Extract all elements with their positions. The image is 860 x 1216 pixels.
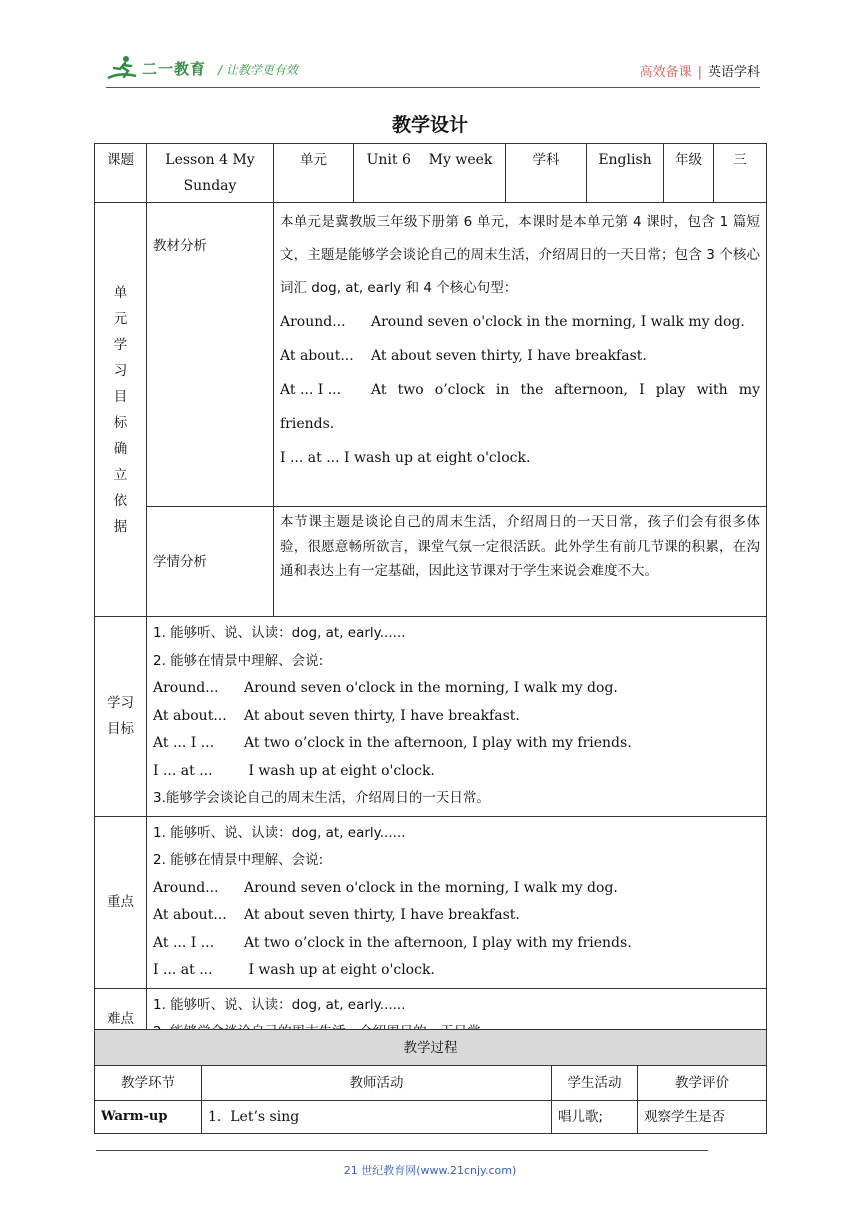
sentence-key: Around...: [153, 680, 219, 696]
difficulty-label: 难点: [95, 988, 147, 1050]
objective-sentence: [153, 758, 760, 786]
process-header-row: [95, 1066, 767, 1101]
process-teacher-activity: 1. Let’s sing: [202, 1101, 552, 1134]
pattern-row: [280, 373, 760, 407]
basis-label-char: 目: [113, 388, 128, 405]
header-divider: [106, 87, 760, 88]
key-point-sentence: [153, 875, 760, 903]
unit-value: Unit 6 My week: [354, 144, 506, 203]
unit-label: 单元: [274, 144, 354, 203]
running-person-logo-icon: [106, 54, 146, 82]
key-point-sentence: [153, 902, 760, 930]
topic-label: 课题: [95, 144, 147, 203]
objectives-label: [95, 617, 147, 817]
topic-value: Lesson 4 My Sunday: [147, 144, 274, 203]
sentence-value: At about seven thirty, I have breakfast.: [244, 707, 520, 724]
process-header-teacher: 教师活动: [202, 1066, 552, 1101]
subject-text: 英语学科: [707, 65, 760, 80]
sentence-value: I wash up at eight o'clock.: [244, 762, 435, 779]
sentence-value: At about seven thirty, I have breakfast.: [244, 907, 520, 923]
objective-sentence: [153, 703, 760, 731]
sentence-value: At two o’clock in the afternoon, I play with my friends.: [244, 735, 632, 751]
brand-text: 高效备课: [639, 65, 692, 80]
page-header: [106, 52, 760, 86]
footer-divider: [96, 1150, 708, 1151]
pattern-value: At about seven thirty, I have breakfast.: [371, 348, 647, 364]
pattern-value: Around seven o'clock in the morning, I walk my dog.: [371, 314, 745, 330]
objective-item: 1. 能够听、说、认读：dog, at, early......: [153, 625, 406, 641]
grade-value: 三: [714, 144, 767, 203]
sentence-key: At ... I ...: [153, 735, 215, 751]
difficulty-item: 1. 能够听、说、认读：dog, at, early......: [153, 996, 406, 1013]
material-analysis-label-text: 教材分析: [153, 238, 207, 254]
basis-label-char: 据: [113, 518, 128, 535]
process-header-student: 学生活动: [552, 1066, 638, 1101]
pattern-value: At two o’clock in the afternoon, I play with my: [371, 382, 760, 398]
process-title-row: [95, 1030, 767, 1066]
process-title: 教学过程: [95, 1030, 767, 1066]
objectives-content: [147, 617, 767, 817]
material-analysis-label: [147, 203, 274, 507]
basis-label-char: 习: [113, 362, 128, 379]
sentence-value: I wash up at eight o'clock.: [244, 962, 435, 978]
sentence-key: I ... at ...: [153, 962, 213, 978]
subject-value: English: [587, 144, 664, 203]
student-analysis-label: [147, 507, 274, 617]
material-text: 本单元是冀教版三年级下册第 6 单元，本课时是本单元第 4 课时，包含 1 篇短文，主题是能够学会谈论自己的周末生活，介绍周日的一天日常；包含 3 个核心词汇 dog, at, early 和 4 个核心句型：: [280, 214, 760, 296]
basis-label-char: 单: [113, 284, 128, 301]
sentence-value: Around seven o'clock in the morning, I walk my dog.: [244, 879, 618, 896]
pattern-continuation: friends.: [280, 416, 335, 432]
document-title: 教学设计: [391, 114, 468, 136]
basis-label-char: 标: [113, 414, 128, 431]
logo-name: 二一教育: [142, 60, 207, 78]
slogan: / 让教学更有效: [218, 63, 298, 77]
basis-label: [95, 203, 147, 617]
objectives-row: [95, 617, 767, 817]
process-table: [94, 1029, 767, 1134]
objectives-label-text: 学习目标: [107, 695, 134, 738]
basis-label-char: 学: [113, 336, 128, 353]
pattern-row: [280, 305, 760, 339]
pattern-key: At about...: [280, 348, 354, 364]
key-point-sentence: [153, 930, 760, 958]
key-point-item: 2. 能够在情景中理解、会说:: [153, 852, 324, 868]
sentence-key: Around...: [153, 879, 219, 896]
sentence-key: I ... at ...: [153, 762, 213, 779]
info-row: [95, 144, 767, 203]
key-points-label: 重点: [95, 816, 147, 988]
sentence-key: At about...: [153, 707, 227, 724]
basis-label-char: 依: [113, 492, 128, 509]
objective-sentence: [153, 675, 760, 703]
material-analysis-row: [95, 203, 767, 507]
student-analysis-row: [95, 507, 767, 617]
key-points-row: [95, 816, 767, 988]
sentence-key: At about...: [153, 907, 227, 923]
course-label: [640, 61, 760, 80]
basis-label-char: 元: [113, 310, 128, 327]
key-point-item: 1. 能够听、说、认读：dog, at, early......: [153, 824, 406, 841]
basis-label-char: 确: [113, 440, 128, 457]
process-stage: Warm-up: [95, 1101, 202, 1134]
sentence-value: Around seven o'clock in the morning, I walk my dog.: [244, 680, 618, 696]
material-analysis-content: [274, 203, 767, 507]
lesson-plan-table: [94, 143, 767, 1051]
subject-label: 学科: [506, 144, 587, 203]
pattern-key: Around...: [280, 314, 346, 330]
pattern-row: [280, 339, 760, 373]
objective-item: 2. 能够在情景中理解、会说:: [153, 652, 324, 669]
student-analysis-text: 本节课主题是谈论自己的周末生活，介绍周日的一天日常，孩子们会有很多体验，很愿意畅所欲言，课堂气氛一定很活跃。此外学生有前几节课的积累，在沟通和表达上有一定基础，因此这节课对于学生来说会难度不大。: [274, 507, 767, 617]
process-row: [95, 1101, 767, 1134]
process-evaluation: 观察学生是否: [638, 1101, 767, 1134]
sentence-key: At ... I ...: [153, 934, 215, 951]
key-points-content: [147, 816, 767, 988]
last-pattern: I ... at ... I wash up at eight o'clock.: [280, 450, 531, 466]
grade-label: 年级: [664, 144, 714, 203]
objective-item: 3.能够学会谈论自己的周末生活，介绍周日的一天日常。: [153, 790, 490, 806]
key-point-sentence: [153, 957, 760, 985]
student-analysis-label-text: 学情分析: [153, 553, 207, 570]
process-header-stage: 教学环节: [95, 1066, 202, 1101]
sentence-value: At two o’clock in the afternoon, I play with my friends.: [244, 934, 632, 951]
footer-text: 21 世纪教育网(www.21cnjy.com): [343, 1164, 517, 1177]
process-student-activity: 唱儿歌;: [552, 1101, 638, 1134]
pattern-key: At ... I ...: [280, 382, 342, 398]
objective-sentence: [153, 730, 760, 758]
basis-label-char: 立: [113, 466, 128, 483]
process-header-eval: 教学评价: [638, 1066, 767, 1101]
header-separator: |: [697, 65, 702, 80]
